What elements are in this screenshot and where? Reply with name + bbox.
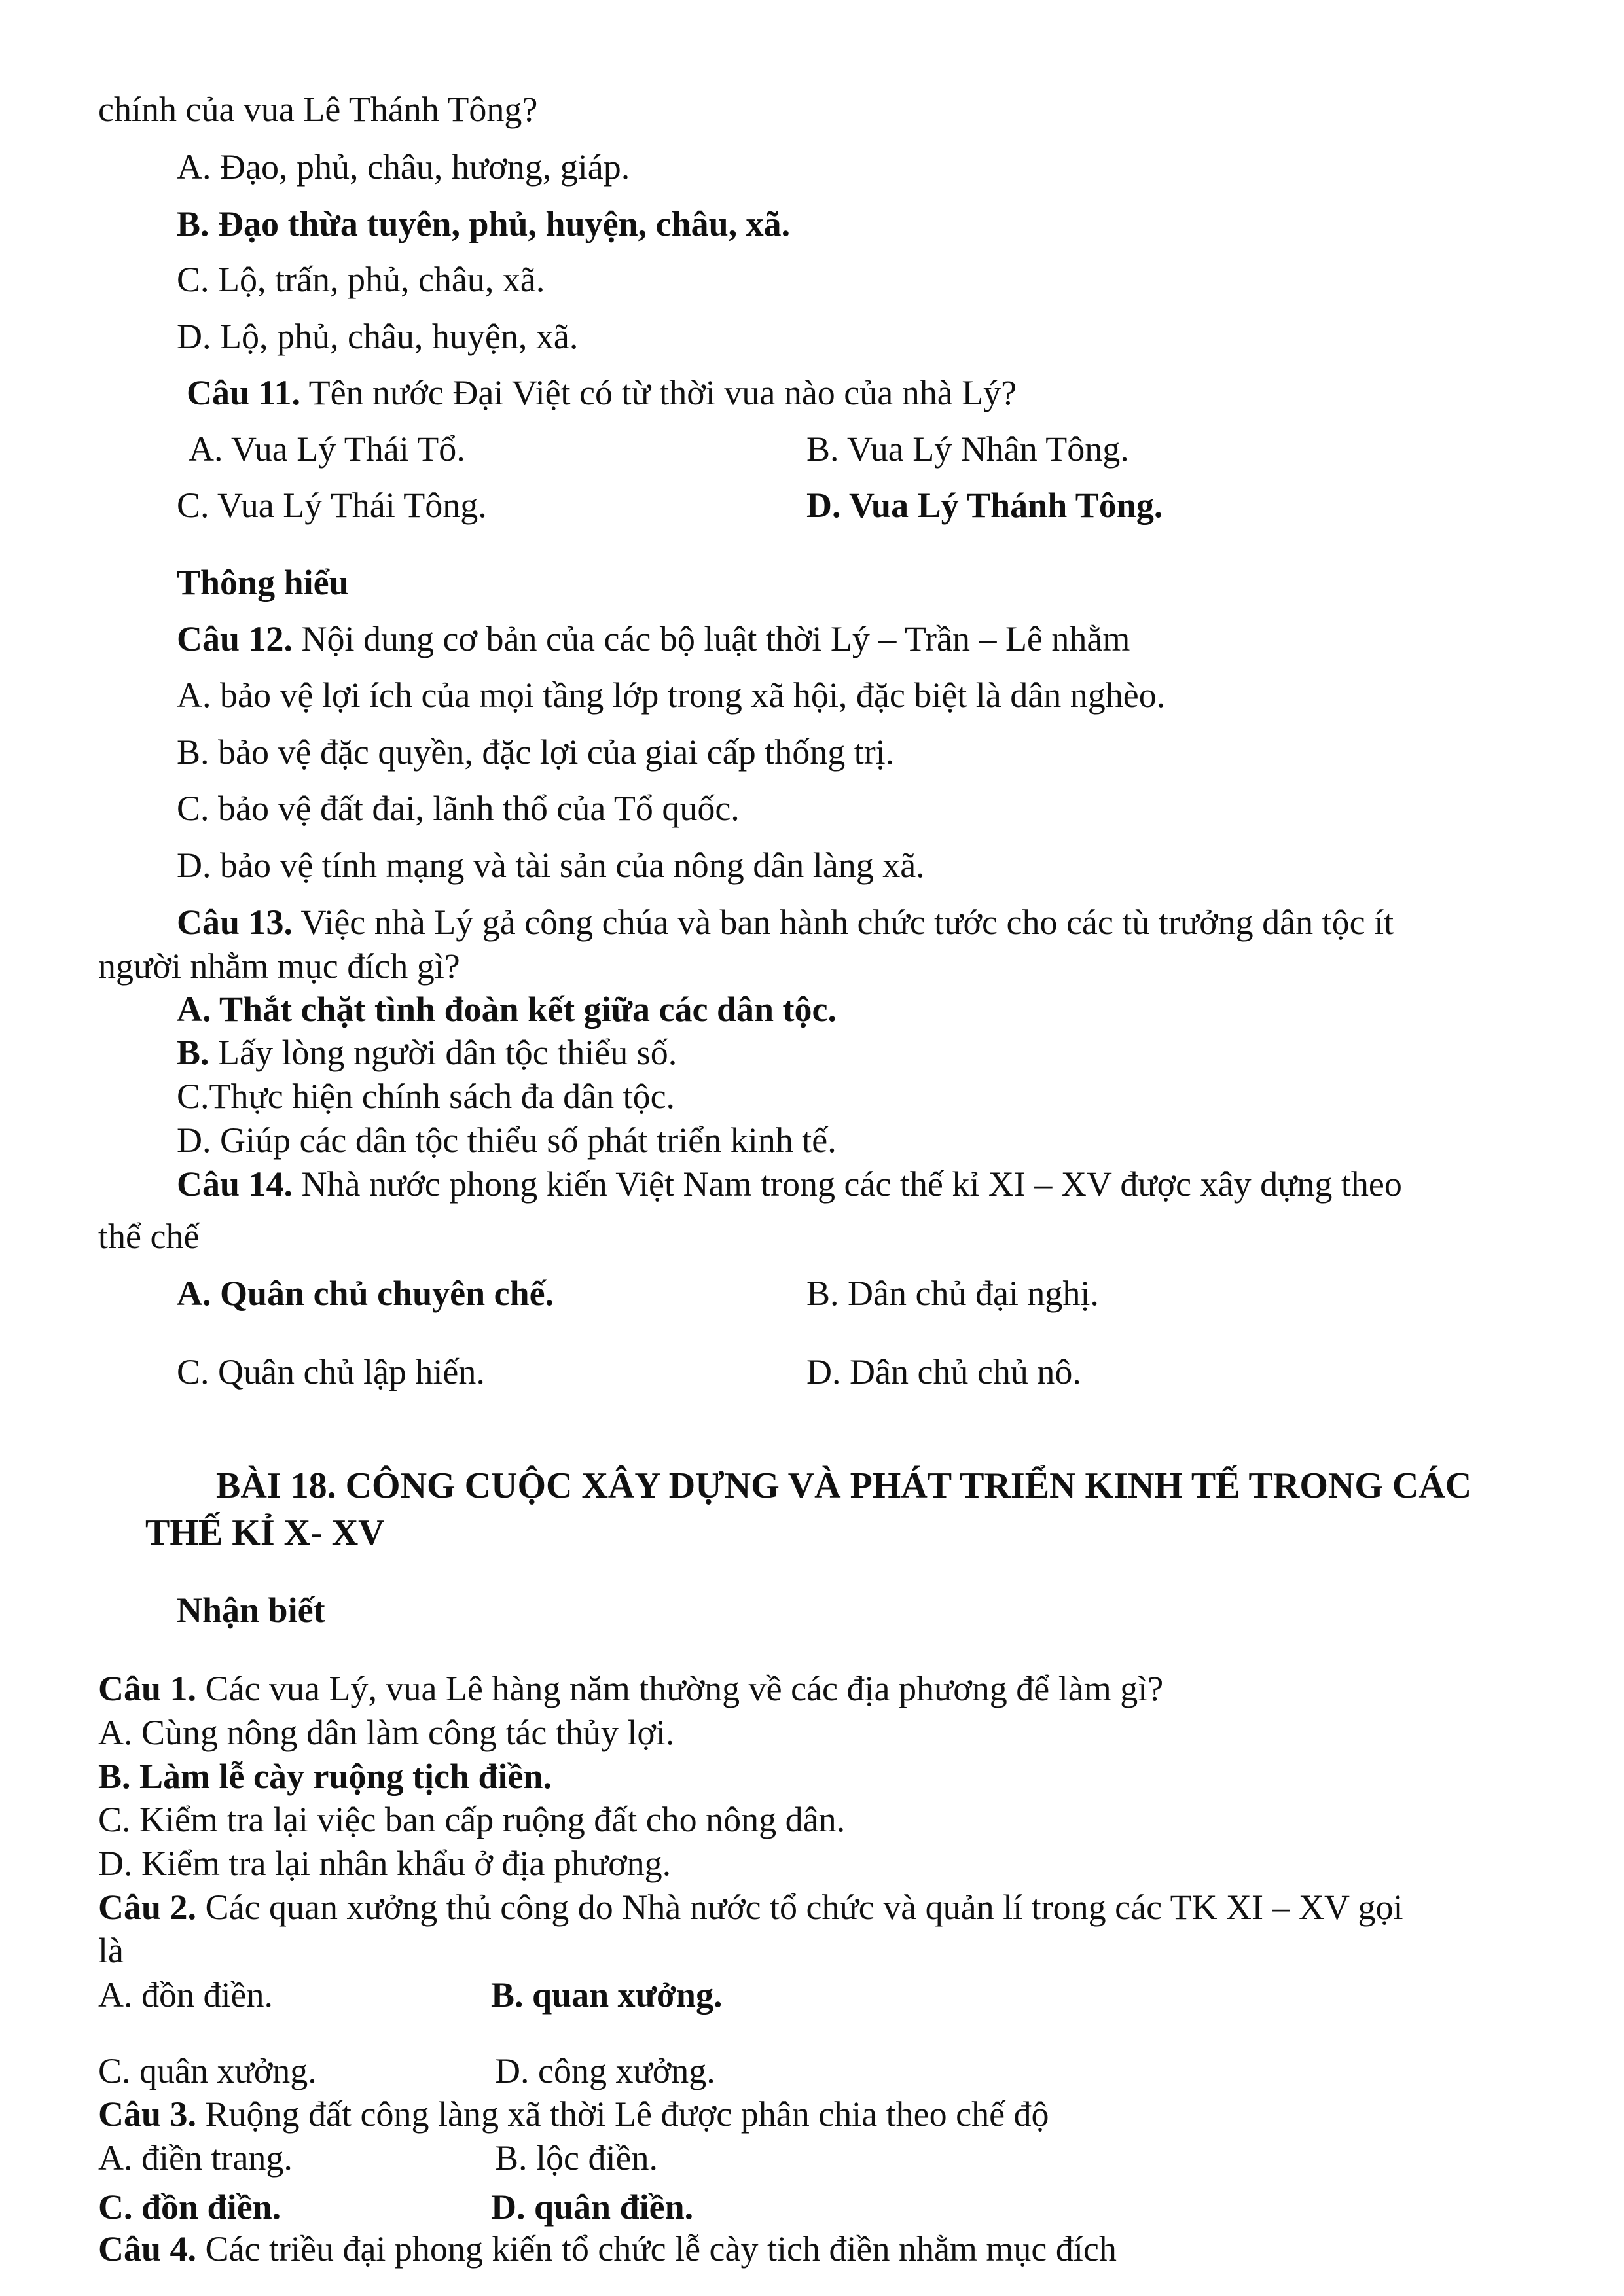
q14-label: Câu 14. [177,1164,293,1204]
q13-option-b-text: Lấy lòng người dân tộc thiểu số. [209,1033,677,1072]
q12-option-b: B. bảo vệ đặc quyền, đặc lợi của giai cấp thống trị. [177,732,895,772]
l18-q2-option-a: A. đồn điền. [98,1975,273,2015]
q12-label: Câu 12. [177,619,293,658]
q13-option-b [177,1031,677,1073]
l18-q2-label: Câu 2. [98,1888,197,1927]
q13-option-c: C.Thực hiện chính sách đa dân tộc. [177,1077,676,1116]
q13-question-line1 [177,901,1394,943]
l18-q2-text-line1: Các quan xưởng thủ công do Nhà nước tổ chức và quản lí trong các TK XI – XV gọi [196,1888,1403,1927]
l18-q2-question-line2: là [98,1931,124,1970]
q10-option-d: D. Lộ, phủ, châu, huyện, xã. [177,317,579,356]
l18-q2-option-d: D. công xưởng. [495,2051,715,2090]
l18-q4-label: Câu 4. [98,2229,197,2269]
l18-q3-text: Ruộng đất công làng xã thời Lê được phân chia theo chế độ [196,2094,1049,2134]
lesson-18-title-line1: BÀI 18. CÔNG CUỘC XÂY DỰNG VÀ PHÁT TRIỂN KINH TẾ TRONG CÁC [216,1465,1472,1506]
q12-option-c: C. bảo vệ đất đai, lãnh thổ của Tổ quốc. [177,789,740,828]
l18-q1-option-a: A. Cùng nông dân làm công tác thủy lợi. [98,1713,675,1752]
q14-option-d: D. Dân chủ chủ nô. [806,1352,1081,1391]
q10-option-a: A. Đạo, phủ, châu, hương, giáp. [177,147,630,187]
l18-q3-label: Câu 3. [98,2094,197,2134]
l18-q3-option-d: D. quân điền. [491,2187,694,2227]
q11-text: Tên nước Đại Việt có từ thời vua nào của nhà Lý? [300,373,1017,412]
section-thong-hieu: Thông hiểu [177,563,349,602]
l18-q4-question [98,2228,1117,2270]
q11-option-b: B. Vua Lý Nhân Tông. [806,429,1129,469]
q11-label: Câu 11. [187,373,301,412]
q13-option-a: A. Thắt chặt tình đoàn kết giữa các dân tộc. [177,990,837,1029]
q11-option-c: C. Vua Lý Thái Tông. [177,486,487,525]
q13-text-line1: Việc nhà Lý gả công chúa và ban hành chức tước cho các tù trưởng dân tộc ít [293,903,1394,942]
q14-option-a: A. Quân chủ chuyên chế. [177,1274,554,1313]
l18-q1-option-c: C. Kiểm tra lại việc ban cấp ruộng đất cho nông dân. [98,1800,846,1839]
q11-option-a: A. Vua Lý Thái Tổ. [189,429,465,469]
q10-option-b: B. Đạo thừa tuyên, phủ, huyện, châu, xã. [177,204,791,243]
q13-option-d: D. Giúp các dân tộc thiểu số phát triển kinh tế. [177,1121,837,1160]
l18-q1-option-d: D. Kiểm tra lại nhân khẩu ở địa phương. [98,1844,672,1883]
l18-q2-option-b: B. quan xưởng. [491,1975,723,2015]
l18-q1-text: Các vua Lý, vua Lê hàng năm thường về các địa phương để làm gì? [196,1669,1164,1708]
q12-question [177,618,1130,660]
q14-option-c: C. Quân chủ lập hiến. [177,1352,485,1391]
lesson-18-title-line2: THẾ KỈ X- XV [145,1513,385,1553]
l18-q2-question-line1 [98,1886,1403,1928]
q14-text-line1: Nhà nước phong kiến Việt Nam trong các thế kỉ XI – XV được xây dựng theo [293,1164,1402,1204]
q10-text-tail: chính của vua Lê Thánh Tông? [98,90,538,129]
section-nhan-biet: Nhận biết [177,1590,325,1630]
q11-option-d: D. Vua Lý Thánh Tông. [806,486,1163,525]
l18-q4-text: Các triều đại phong kiến tổ chức lễ cày tich điền nhằm mục đích [196,2229,1117,2269]
l18-q1-question [98,1668,1163,1710]
q11-question [187,372,1017,414]
q12-option-d: D. bảo vệ tính mạng và tài sản của nông dân làng xã. [177,846,925,885]
q14-question-line1 [177,1163,1402,1205]
q14-option-b: B. Dân chủ đại nghị. [806,1274,1099,1313]
l18-q3-option-a: A. điền trang. [98,2138,293,2178]
l18-q1-option-b: B. Làm lễ cày ruộng tịch điền. [98,1757,552,1796]
l18-q2-option-c: C. quân xưởng. [98,2051,317,2090]
l18-q3-question [98,2093,1049,2135]
l18-q3-option-c [98,2186,281,2228]
q10-option-c: C. Lộ, trấn, phủ, châu, xã. [177,260,545,299]
q12-option-a: A. bảo vệ lợi ích của mọi tầng lớp trong xã hội, đặc biệt là dân nghèo. [177,675,1166,715]
l18-q1-label: Câu 1. [98,1669,197,1708]
l18-q3-option-b: B. lộc điền. [495,2138,658,2178]
q13-option-b-label: B. [177,1033,209,1072]
q14-question-line2: thể chế [98,1217,200,1256]
q13-label: Câu 13. [177,903,293,942]
l18-q3-option-c-text: C. đồn điền. [98,2187,281,2227]
q12-text: Nội dung cơ bản của các bộ luật thời Lý – Trần – Lê nhằm [293,619,1130,658]
q13-question-line2: người nhằm mục đích gì? [98,946,460,986]
